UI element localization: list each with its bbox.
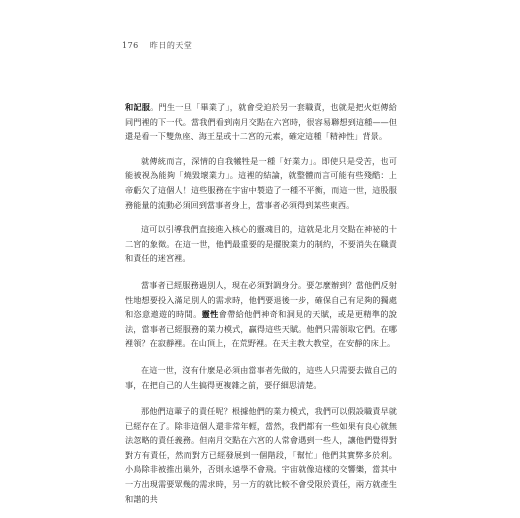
page-number: 176 [122,41,139,50]
paragraph-4-text-b: 會帶給他們神奇和洞見的天賦，或是更精準的說法，當事者已經服務的業力模式，贏得這些天賦。他們只需領取它們。在哪裡領？在寂靜裡。在山頂上，在荒野裡。在天主教大教堂，在安靜的床上。 [125,309,397,349]
paragraph-4-text-a: 當事者已經服務過別人，現在必須對調身分。要怎麼辦到？當他們反射性地想要投入滿足別人的需求時，他們要退後一步，確保自己有足夠的獨處和恣意遨遊的時間。 [125,279,397,320]
page-body [125,100,397,518]
paragraph-4 [125,278,397,351]
paragraph-1 [125,100,397,144]
paragraph-1-bold: 和記服 [125,102,151,112]
paragraph-4-bold: 靈性 [201,309,219,320]
paragraph-3: 這可以引導我們直接進入核心的靈魂目的，這就是北月交點在神祕的十二宮的象徵。在這一世，他們最重要的是擺脫業力的制約，不要消失在職責和責任的迷宮裡。 [125,224,397,264]
page-header [122,40,192,51]
paragraph-5: 在這一世，沒有什麼是必須由當事者先做的，這些人只需要去做自己的事，在把自己的人生搞得更複雜之前，要仔細思清楚。 [125,364,397,390]
paragraph-6: 那他們這輩子的責任呢？根據他們的業力模式，我們可以假設職責早就已經存在了。除非這個人還非常年輕，當然，我們都有一些如果有良心就無法忽略的責任義務。但南月交點在六宮的人常會遇到一些人，讓他們覺得對對方有責任，然而對方已經發展到一個階段，「幫忙」他們其實弊多於利。小鳥除非被推出巢外，否則永遠學不會飛。宇宙就像這樣的交響樂，當其中一方出現需要眾幾的需求時，另一方的就比較不會受限於責任，兩方就產生和諧的共 [125,406,397,504]
paragraph-2: 就傳統而言，深情的自我犧牲是一種「好業力」。即使只是受苦，也可能被視為能夠「燒毀壞業力」。這裡的結論，就整體而言可能有些殘酷：上帝虧欠了這個人！這些服務在宇宙中製造了一種不平衡，而這一世，這股服務能量的流動必須回到當事者身上，當事者必須得到某些東西。 [125,155,397,210]
paragraph-1-text: 。門生一旦「畢業了」，就會受迫於另一套職責，也就是把火炬傳給同門裡的下一代。當我們看到南月交點在六宮時，很容易聯想到這種——但還是看一下雙魚座、海王星或十二宮的元素，確定這種「精神性」背景。 [125,102,397,142]
book-title: 昨日的天堂 [149,41,193,50]
